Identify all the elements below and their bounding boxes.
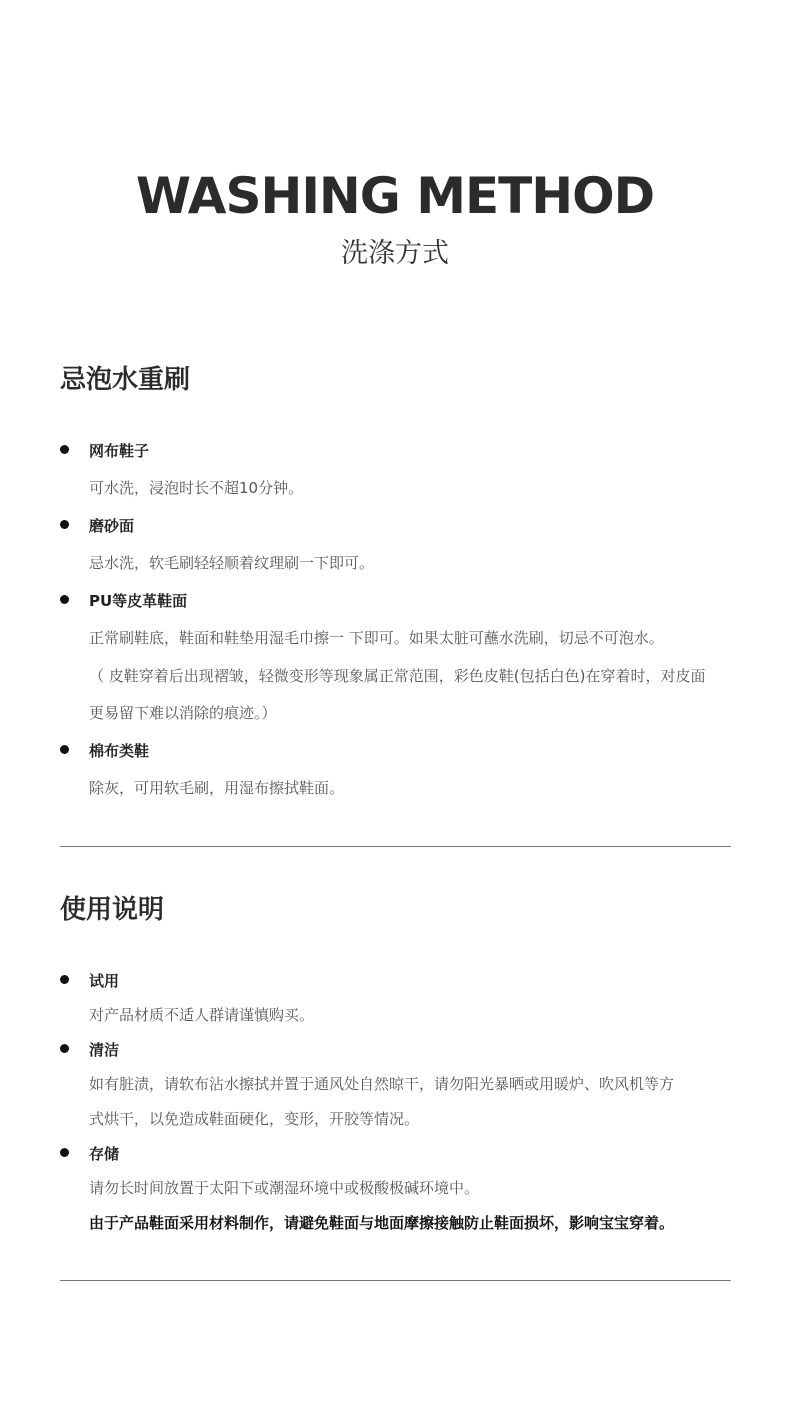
item-text: 忌水洗，软毛刷轻轻顺着纹理刷一下即可。 [89, 554, 375, 572]
bullet-icon [60, 1148, 69, 1157]
item-storage [60, 1143, 750, 1165]
item-text: 更易留下难以消除的痕迹。） [89, 704, 277, 722]
item-title: 存储 [89, 1145, 120, 1163]
bullet-icon [60, 1044, 69, 1053]
item-text: 对产品材质不适人群请谨慎购买。 [89, 1006, 315, 1024]
item-text: 除灰，可用软毛刷，用湿布擦拭鞋面。 [89, 779, 345, 797]
item-title: 棉布类鞋 [89, 742, 150, 760]
item-text: 可水洗，浸泡时长不超10分钟。 [89, 479, 304, 497]
section-divider [60, 846, 731, 847]
item-title: 磨砂面 [89, 517, 135, 535]
bullet-icon [60, 445, 69, 454]
section-heading: 使用说明 [60, 895, 165, 925]
item-cotton-shoes [60, 740, 750, 762]
item-text: 如有脏渍，请软布沾水擦拭并置于通风处自然晾干，请勿阳光暴晒或用暖炉、吹风机等方 [89, 1075, 675, 1093]
page-subtitle: 洗涤方式 [341, 238, 449, 269]
item-trial [60, 970, 750, 992]
bullet-icon [60, 975, 69, 984]
item-text: （ 皮鞋穿着后出现褶皱，轻微变形等现象属正常范围，彩色皮鞋(包括白色)在穿着时，对皮面 [89, 667, 706, 685]
section-no-soaking [60, 362, 750, 398]
section-usage-instructions [60, 892, 750, 928]
item-suede [60, 515, 750, 537]
item-title: 网布鞋子 [89, 442, 150, 460]
bullet-icon [60, 745, 69, 754]
item-pu-leather [60, 590, 750, 612]
item-warning-text: 由于产品鞋面采用材料制作，请避免鞋面与地面摩擦接触防止鞋面损坏，影响宝宝穿着。 [89, 1214, 675, 1232]
item-cleaning [60, 1039, 750, 1061]
item-mesh-shoes [60, 440, 750, 462]
bullet-icon [60, 595, 69, 604]
item-title: PU等皮革鞋面 [89, 592, 188, 610]
section-divider [60, 1280, 731, 1281]
item-title: 清洁 [89, 1041, 120, 1059]
item-text: 请勿长时间放置于太阳下或潮湿环境中或极酸极碱环境中。 [89, 1179, 480, 1197]
item-title: 试用 [89, 972, 120, 990]
section-heading: 忌泡水重刷 [60, 365, 191, 395]
page-title: WASHING METHOD [135, 167, 655, 225]
item-text: 正常刷鞋底，鞋面和鞋垫用湿毛巾擦一 下即可。如果太脏可蘸水洗刷，切忌不可泡水。 [89, 629, 664, 647]
item-text: 式烘干，以免造成鞋面硬化，变形，开胶等情况。 [89, 1110, 420, 1128]
bullet-icon [60, 520, 69, 529]
